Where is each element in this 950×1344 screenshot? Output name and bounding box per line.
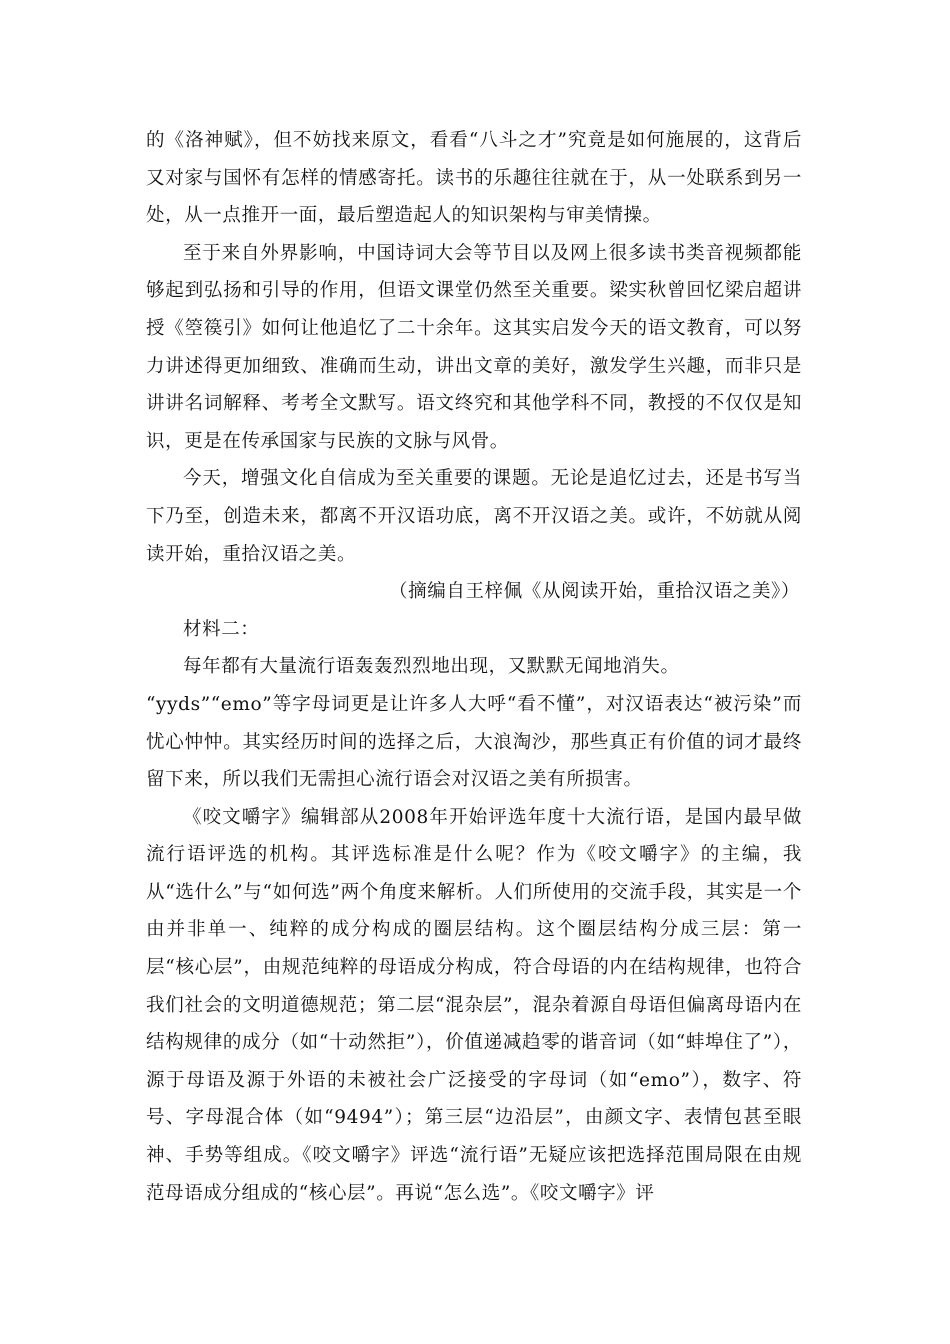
paragraph-letter-words: “yyds”“emo”等字母词更是让许多人大呼“看不懂”，对汉语表达“被污染”而忧心忡忡。其实经历时间的选择之后，大浪淘沙，那些真正有价值的词才最终留下来，所以我们无需担心流行语会对汉语之美有所损害。 <box>146 693 802 791</box>
article-body <box>146 122 802 1212</box>
paragraph-yaowenjiaozi: 《咬文嚼字》编辑部从2008年开始评选年度十大流行语，是国内最早做流行语评选的机构。其评选标准是什么呢？作为《咬文嚼字》的主编，我从“选什么”与“如何选”两个角度来解析。人们所使用的交流手段，其实是一个由并非单一、纯粹的成分构成的圈层结构。这个圈层结构分成三层：第一层“核心层”，由规范纯粹的母语成分构成，符合母语的内在结构规律，也符合我们社会的文明道德规范；第二层“混杂层”，混杂着源自母语但偏离母语内在结构规律的成分（如“十动然拒”），价值递减趋零的谐音词（如“蚌埠住了”），源于母语及源于外语的未被社会广泛接受的字母词（如“emo”），数字、符号、字母混合体（如“9494”）；第三层“边沿层”，由颜文字、表情包甚至眼神、手势等组成。《咬文嚼字》评选“流行语”无疑应该把选择范围局限在由规范母语成分组成的“核心层”。再说“怎么选”。《咬文嚼字》评 <box>146 806 802 1204</box>
paragraph-buzzwords-intro: 每年都有大量流行语轰轰烈烈地出现，又默默无闻地消失。 <box>183 656 680 678</box>
material-two-label: 材料二： <box>183 618 260 640</box>
paragraph-classroom: 至于来自外界影响，中国诗词大会等节目以及网上很多读书类音视频都能够起到弘扬和引导的作用，但语文课堂仍然至关重要。梁实秋曾回忆梁启超讲授《箜篌引》如何让他追忆了二十余年。这其实启发今天的语文教育，可以努力讲述得更加细致、准确而生动，讲出文章的美好，激发学生兴趣，而非只是讲讲名词解释、考考全文默写。语文终究和其他学科不同，教授的不仅仅是知识，更是在传承国家与民族的文脉与风骨。 <box>146 242 802 452</box>
paragraph-continuation: 的《洛神赋》，但不妨找来原文，看看“八斗之才”究竟是如何施展的，这背后又对家与国怀有怎样的情感寄托。读书的乐趣往往就在于，从一处联系到另一处，从一点推开一面，最后塑造起人的知识架构与审美情操。 <box>146 130 802 227</box>
paragraph-cultural-confidence: 今天，增强文化自信成为至关重要的课题。无论是追忆过去，还是书写当下乃至，创造未来，都离不开汉语功底，离不开汉语之美。或许，不妨就从阅读开始，重拾汉语之美。 <box>146 468 802 565</box>
source-citation: （摘编自王梓佩《从阅读开始，重拾汉语之美》） <box>389 581 800 603</box>
